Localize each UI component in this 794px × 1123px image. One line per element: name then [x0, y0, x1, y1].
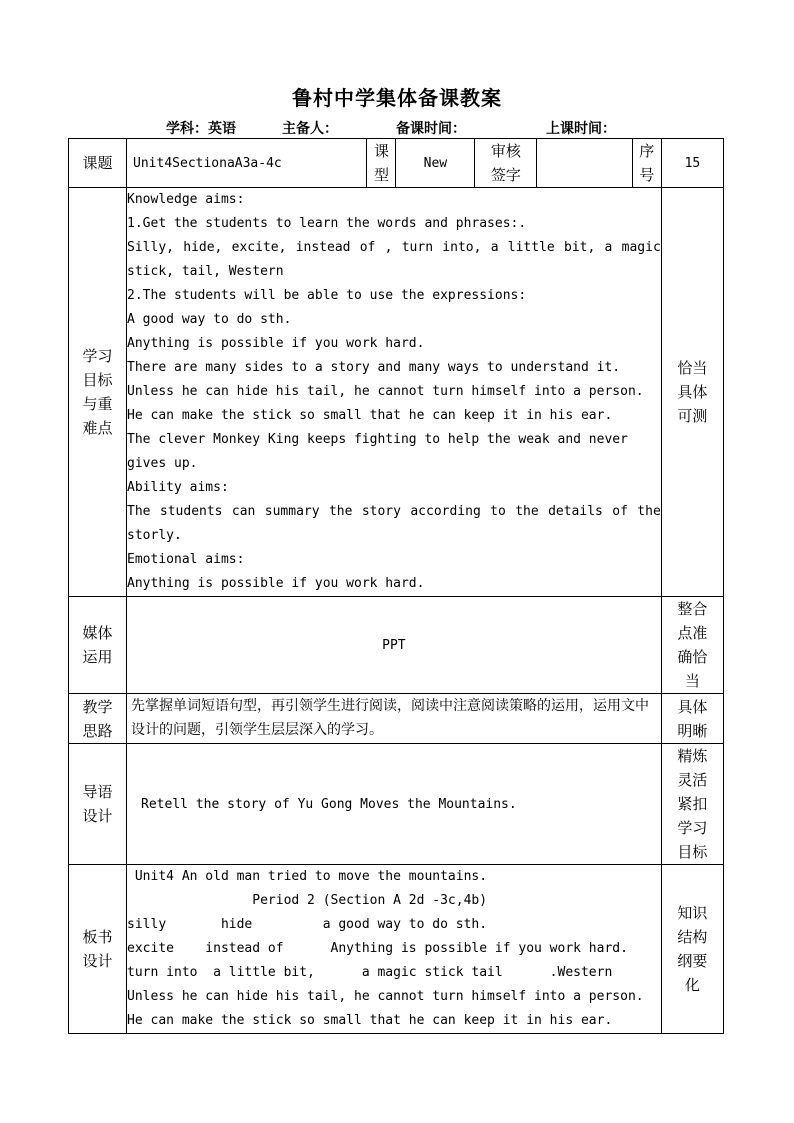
objective-line: He can make the stick so small that he can keep it in his ear. — [127, 408, 613, 423]
criteria-line: 明晰 — [677, 721, 708, 740]
criteria-line: 具体 — [677, 697, 708, 716]
objectives-content — [127, 188, 662, 597]
board-label-line: 板书 — [82, 928, 113, 946]
board-label-line: 设计 — [82, 952, 113, 970]
criteria-line: 具体 — [677, 383, 708, 401]
approach-label — [69, 694, 127, 744]
media-criteria — [661, 597, 723, 694]
criteria-line: 恰当 — [677, 359, 708, 377]
board-line: excite instead of Anything is possible if you work hard. — [127, 941, 628, 956]
criteria-line: 目标 — [677, 843, 708, 861]
class-time-field: 上课时间： — [546, 121, 616, 137]
objective-line: Ability aims: — [127, 480, 229, 495]
seq-label-line: 序 — [639, 142, 655, 160]
board-row — [69, 865, 724, 1034]
seq-label-line: 号 — [639, 166, 655, 184]
criteria-line: 结构 — [677, 928, 708, 946]
objectives-label-line: 学习 — [82, 347, 113, 365]
type-label-line: 课 — [373, 142, 389, 160]
seq-value: 15 — [661, 139, 723, 188]
objective-line: There are many sides to a story and many ways to understand it. — [127, 360, 621, 375]
criteria-line: 纲要 — [677, 952, 708, 970]
criteria-line: 点准 — [677, 624, 708, 642]
objective-line: Unless he can hide his tail, he cannot turn himself into a person. — [127, 384, 644, 399]
approach-label-line: 教学 — [82, 697, 113, 716]
review-label — [475, 139, 537, 188]
type-label — [367, 139, 396, 188]
media-label-line: 运用 — [82, 648, 113, 666]
objective-line: 2.The students will be able to use the expressions: — [127, 288, 527, 303]
objective-line: 1.Get the students to learn the words and phrases:. — [127, 216, 527, 231]
objective-line: The students can summary the story according to the details of the storly. — [127, 504, 661, 543]
board-content — [127, 865, 662, 1034]
media-label-line: 媒体 — [82, 624, 113, 642]
objectives-label-line: 难点 — [82, 419, 113, 437]
intro-value: Retell the story of Yu Gong Moves the Mountains. — [127, 744, 662, 865]
topic-value: Unit4SectionaA3a-4c — [127, 139, 367, 188]
header-row — [69, 139, 724, 188]
meta-line — [0, 118, 794, 138]
objectives-criteria — [661, 188, 723, 597]
objective-line: Anything is possible if you work hard. — [127, 336, 425, 351]
topic-label: 课题 — [69, 139, 127, 188]
approach-criteria — [661, 694, 723, 744]
board-line: Unless he can hide his tail, he cannot turn himself into a person. — [127, 989, 644, 1004]
approach-row — [69, 694, 724, 744]
criteria-line: 当 — [684, 672, 700, 690]
criteria-line: 知识 — [677, 904, 708, 922]
approach-label-line: 思路 — [82, 721, 113, 740]
approach-value: 先掌握单词短语句型，再引领学生进行阅读，阅读中注意阅读策略的运用，运用文中设计的问题，引领学生层层深入的学习。 — [127, 694, 662, 744]
board-criteria — [661, 865, 723, 1034]
board-line: silly hide a good way to do sth. — [127, 917, 488, 932]
objective-line: Silly, hide, excite, instead of , turn into, a little bit, a magic stick, tail, Western — [127, 240, 661, 279]
criteria-line: 化 — [684, 976, 700, 994]
criteria-line: 整合 — [677, 600, 708, 618]
criteria-line: 灵活 — [677, 771, 708, 789]
board-line: Unit4 An old man tried to move the mountains. — [127, 869, 488, 884]
objective-line: The clever Monkey King keeps fighting to help the weak and never gives up. — [127, 432, 628, 471]
objectives-label-line: 与重 — [82, 395, 113, 413]
objective-line: Emotional aims: — [127, 552, 245, 567]
criteria-line: 紧扣 — [677, 795, 708, 813]
media-row — [69, 597, 724, 694]
criteria-line: 确恰 — [677, 648, 708, 666]
objective-line: Anything is possible if you work hard. — [127, 576, 425, 591]
objective-line: Knowledge aims: — [127, 192, 245, 207]
board-line: Period 2 (Section A 2d -3c,4b) — [127, 893, 488, 908]
prep-time-field: 备课时间： — [396, 121, 466, 137]
lesson-plan-table — [68, 138, 724, 1034]
subject-field: 学科：英语 — [166, 121, 236, 137]
board-label — [69, 865, 127, 1034]
document-title: 鲁村中学集体备课教案 — [292, 86, 502, 110]
preparer-field: 主备人： — [282, 121, 338, 137]
intro-row — [69, 744, 724, 865]
media-label — [69, 597, 127, 694]
criteria-line: 精炼 — [677, 747, 708, 765]
objective-line: A good way to do sth. — [127, 312, 292, 327]
seq-label — [632, 139, 661, 188]
review-value — [537, 139, 632, 188]
review-label-line: 签字 — [490, 166, 521, 184]
intro-label — [69, 744, 127, 865]
board-line: turn into a little bit, a magic stick tail .Western — [127, 965, 613, 980]
intro-label-line: 设计 — [82, 807, 113, 825]
media-value: PPT — [127, 597, 662, 694]
objectives-label-line: 目标 — [82, 371, 113, 389]
criteria-line: 学习 — [677, 819, 708, 837]
intro-criteria — [661, 744, 723, 865]
intro-label-line: 导语 — [82, 783, 113, 801]
objectives-row — [69, 188, 724, 597]
type-value: New — [396, 139, 475, 188]
objectives-label — [69, 188, 127, 597]
review-label-line: 审核 — [490, 142, 521, 160]
board-line: He can make the stick so small that he can keep it in his ear. — [127, 1013, 613, 1028]
type-label-line: 型 — [373, 166, 389, 184]
criteria-line: 可测 — [677, 407, 708, 425]
